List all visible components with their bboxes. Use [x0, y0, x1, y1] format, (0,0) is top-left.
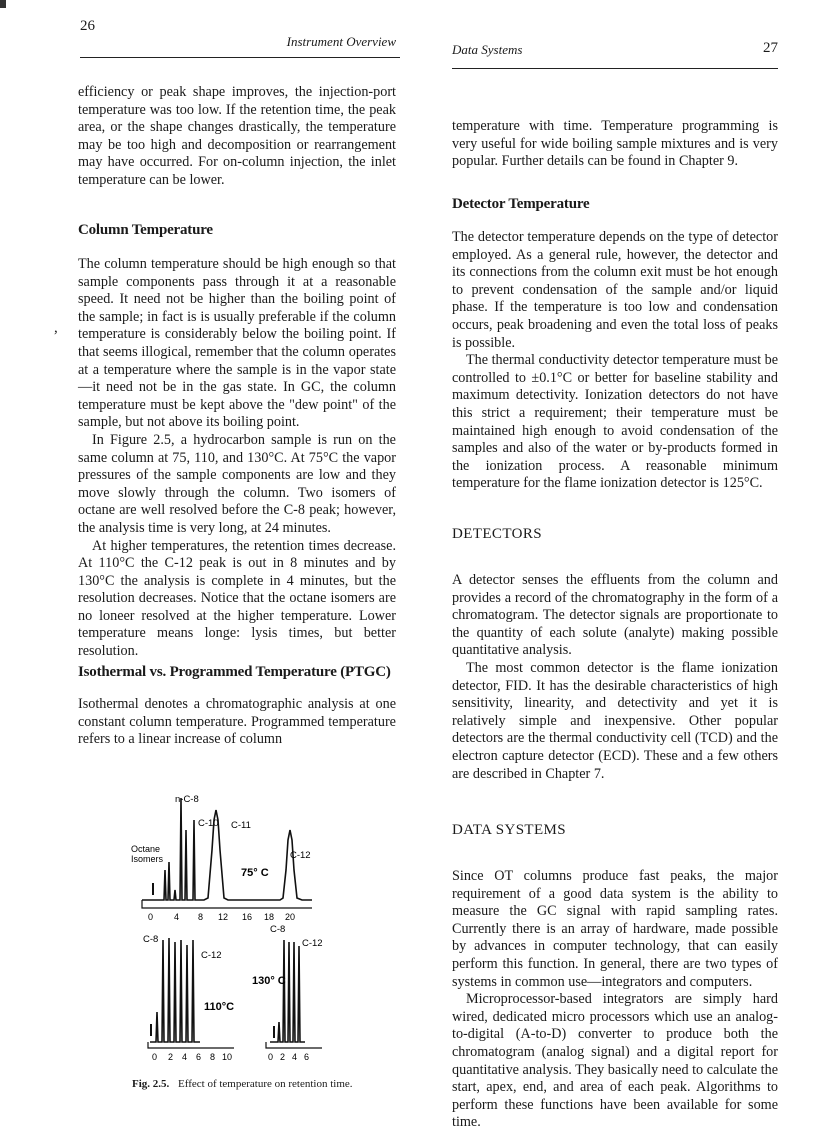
detectors-heading: DETECTORS — [452, 526, 542, 542]
page-number-right: 27 — [763, 40, 778, 56]
axis-110c — [148, 1042, 234, 1048]
tick-top-12: 12 — [218, 912, 229, 922]
left-intro-paragraph: efficiency or peak shape improves, the injection-port temperature was too low. If the retention time, the peak area, or the shape changes drastically, the temperature may be too high and decomposition or rearrangement may have occurred. For on-column injection, the inlet temperature can be lower. — [78, 84, 396, 188]
label-octane: Octane — [131, 844, 161, 854]
tick-top-18: 18 — [264, 912, 275, 922]
label-c8-110: C-8 — [143, 934, 159, 945]
tick-top-20: 20 — [285, 912, 296, 922]
label-c10: C-10 — [198, 818, 219, 829]
column-temperature-heading: Column Temperature — [78, 222, 213, 238]
chromatogram-75c — [131, 794, 312, 922]
caption-text: Effect of temperature on retention time. — [178, 1078, 353, 1090]
data-systems-body: Since OT columns produce fast peaks, the major requirement of a good data system is the ability to measure the GC signal with rapid sampling rates. Currently there is an array of hardware, made possible by advances in computer technology, that can easily perform this function. In general, there are two types of systems in common use—integrators and computers. Microprocessor-based integrators are simply hard wired, dedicated micro processors which use an analog-to-digital (A-to-D) converter to produce both the chromatogram (analog signal) and a digital report for quantitative analysis. They basically need to calculate the start, apex, end, and area of each peak. Algorithms to perform these functions have been available for some time. — [452, 868, 778, 1131]
tick-top-16: 16 — [242, 912, 253, 922]
trace-110c — [150, 938, 200, 1042]
axis-75c — [142, 900, 312, 908]
tick-bl-0: 0 — [152, 1052, 158, 1062]
label-c12-130: C-12 — [302, 938, 323, 949]
figure-caption — [132, 1078, 353, 1090]
tick-br-4: 4 — [292, 1052, 298, 1062]
label-c8-130: C-8 — [270, 924, 286, 935]
detector-temperature-heading: Detector Temperature — [452, 196, 590, 212]
tick-top-4: 4 — [174, 912, 180, 922]
tick-bl-8: 8 — [210, 1052, 216, 1062]
trace-130c — [270, 940, 305, 1042]
label-c12-top: C-12 — [290, 850, 311, 861]
tick-top-8: 8 — [198, 912, 204, 922]
figure-2-5 — [130, 790, 340, 1080]
scan-mark — [0, 0, 6, 8]
right-intro-paragraph: temperature with time. Temperature programming is very useful for wide boiling sample mixtures and is very popular. Further details can be found in Chapter 9. — [452, 118, 778, 170]
column-temperature-body: The column temperature should be high enough so that sample components pass through it at a reasonable speed. It need not be higher than the boiling point of the sample; in fact is is usually preferable if the column temperature is considerably below the boiling point. If that seems illogical, remember that the column operates at a temperature where the sample is in the vapor state—it need not be in the gas state. In GC, the column temperature must be kept above the "dew point" of the sample, but not above its boiling point. In Figure 2.5, a hydrocarbon sample is run on the same column at 75, 110, and 130°C. At 75°C the vapor pressures of the sample components are low and they move slowly through the column. Two isomers of octane are well resolved before the C-8 peak; however, the analysis time is very long, at 24 minutes. At higher temperatures, the retention times decrease. At 110°C the C-12 peak is out in 8 minutes and by 130°C the analysis is complete in 4 minutes, but the resolution decreases. Notice that the octane isomers are no loneer resolved at the higher temperature. Lower temperature means longe: lysis times, but better resolution. — [78, 256, 396, 660]
tick-bl-2: 2 — [168, 1052, 174, 1062]
label-c11: C-11 — [231, 820, 251, 831]
axis-130c — [266, 1042, 322, 1048]
detector-temperature-body: The detector temperature depends on the type of detector employed. As a general rule, however, the detector and its connections from the column exit must be hot enough to prevent condensation of the sample and/or liquid phase. If the temperature is too low and condensation occurs, peak broadening and even the total loss of peaks is possible. The thermal conductivity detector temperature must be controlled to ±0.1°C or better for baseline stability and maximum detectivity. Ionization detectors do not have this strict a requirement; their temperature must be maintained high enough to avoid condensation of the samples and also of the water or by-products formed in the ionization process. A reasonable minimum temperature for the flame ionization detector is 125°C. — [452, 229, 779, 492]
running-head-right: Data Systems — [452, 42, 523, 57]
header-rule-right — [452, 68, 778, 69]
isothermal-heading: Isothermal vs. Programmed Temperature (PTGC) — [78, 664, 391, 680]
label-c12-110: C-12 — [201, 950, 222, 961]
caption-label: Fig. 2.5. — [132, 1078, 170, 1090]
margin-tick: , — [54, 320, 58, 336]
detectors-body: A detector senses the effluents from the column and provides a record of the chromatography in the form of a chromatogram. The detector signals are proportionate to the quantity of each solute (analyte) making possible quantitative analysis. The most common detector is the flame ionization detector, FID. It has the desirable characteristics of high sensitivity, linearity, and detectivity and yet it is relatively simple and inexpensive. Other popular detectors are the thermal conductivity cell (TCD) and the electron capture detector (ECD). These and a few others are described in Chapter 7. — [452, 572, 778, 782]
label-75c: 75° C — [241, 867, 269, 879]
isothermal-paragraph: Isothermal denotes a chromatographic analysis at one constant column temperature. Programmed temperature refers to a linear increase of column — [78, 696, 396, 748]
tick-top-0: 0 — [148, 912, 154, 922]
label-130c: 130° C — [252, 975, 286, 987]
label-110c: 110°C — [204, 1001, 235, 1013]
tick-bl-4: 4 — [182, 1052, 188, 1062]
data-systems-heading: DATA SYSTEMS — [452, 822, 567, 838]
chromatogram-130c — [252, 924, 323, 1062]
tick-bl-10: 10 — [222, 1052, 233, 1062]
label-isomers: Isomers — [131, 854, 164, 864]
tick-br-2: 2 — [280, 1052, 286, 1062]
tick-br-0: 0 — [268, 1052, 274, 1062]
trace-75c — [142, 798, 312, 900]
chromatogram-110c — [143, 934, 234, 1062]
label-n-c8: n-C-8 — [175, 794, 199, 805]
tick-br-6: 6 — [304, 1052, 310, 1062]
running-head-left: Instrument Overview — [286, 34, 396, 49]
tick-bl-6: 6 — [196, 1052, 202, 1062]
chromatogram-figure — [130, 790, 340, 1080]
header-rule-left — [80, 57, 400, 58]
page-number-left: 26 — [80, 18, 95, 34]
